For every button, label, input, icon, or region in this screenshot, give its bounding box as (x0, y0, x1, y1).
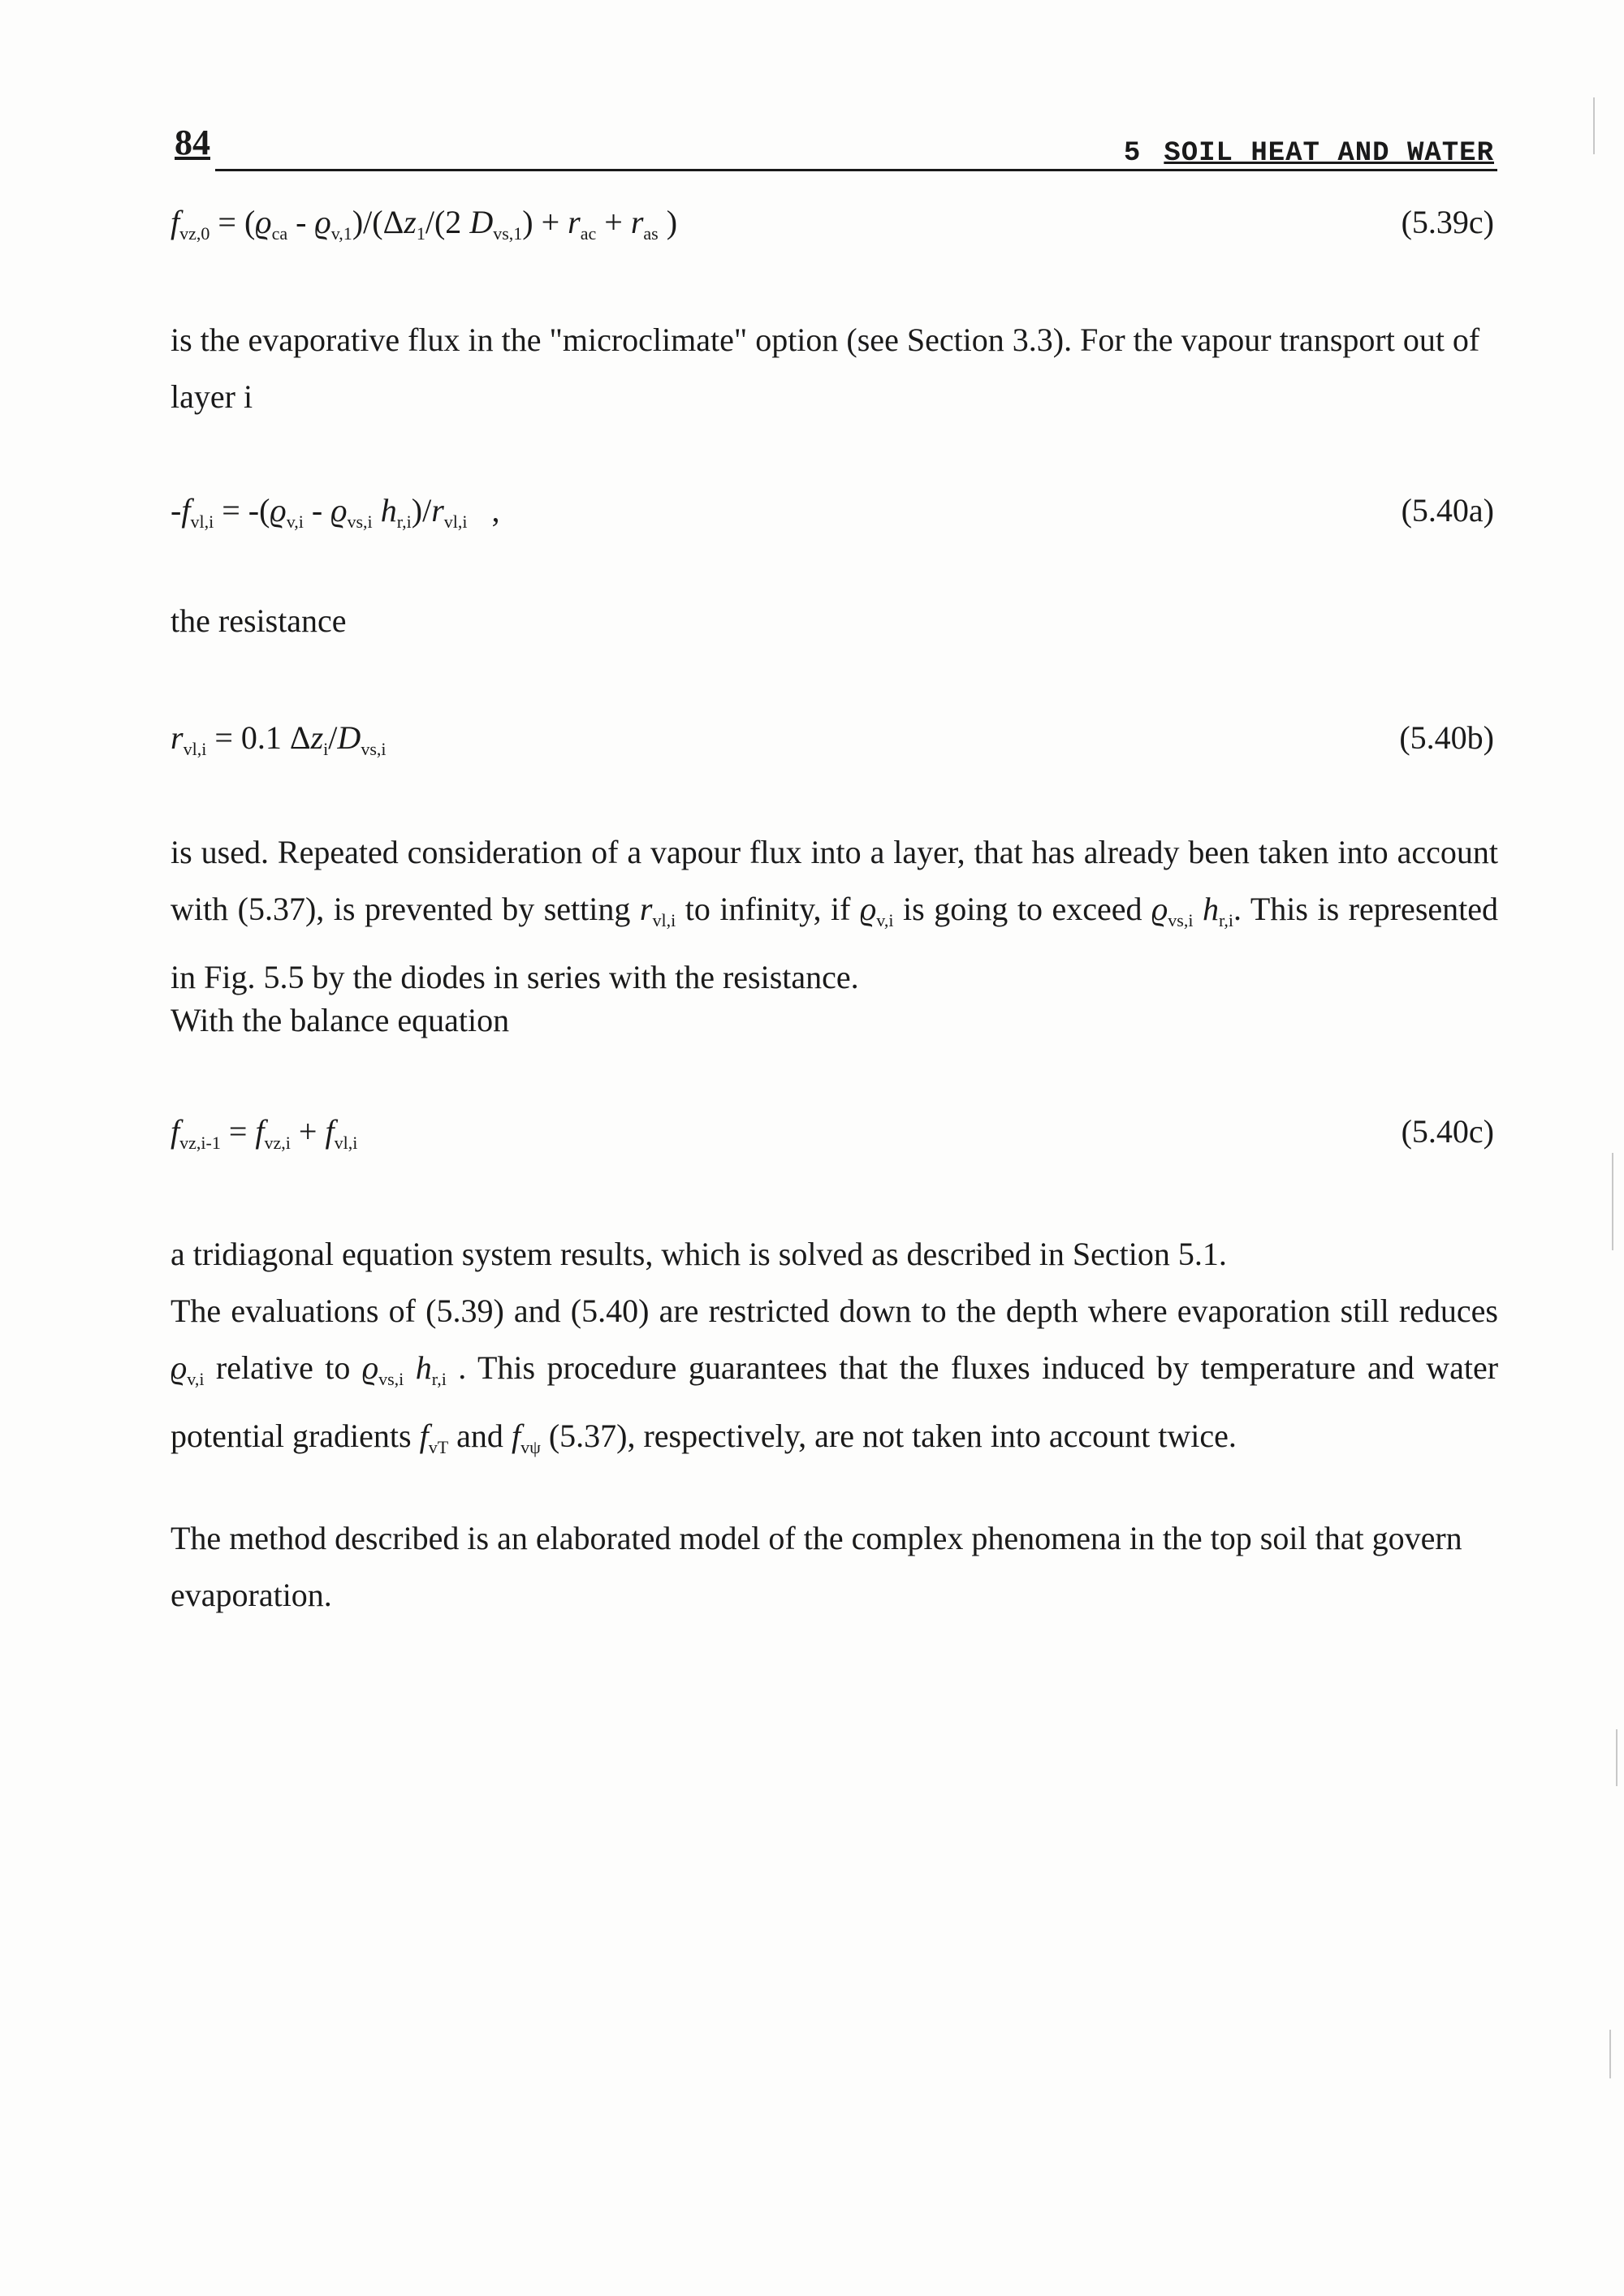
paragraph-text: to infinity, if (685, 891, 851, 927)
paragraph: is the evaporative flux in the "microclimate" option (see Section 3.3). For the vapour transport out of layer i (171, 322, 1480, 415)
page-number: 84 (175, 123, 210, 162)
paragraph: The method described is an elaborated model of the complex phenomena in the top soil that govern evaporation. (171, 1520, 1462, 1613)
paragraph-text: . This is represented in Fig. 5.5 by the diodes in series with the resistance. (171, 891, 1498, 995)
chapter-title: SOIL HEAT AND WATER (1164, 138, 1494, 169)
equation-number: (5.40b) (1399, 719, 1494, 756)
equation-5-40c (171, 1112, 1494, 1161)
equation-number: (5.40c) (1401, 1113, 1494, 1150)
paragraph-text: and (456, 1418, 503, 1454)
scan-artifact (1593, 97, 1595, 154)
scan-artifact (1612, 1153, 1613, 1250)
paragraph-text: The evaluations of (5.39) and (5.40) are restricted down to the depth where evaporation still reduces (171, 1293, 1498, 1329)
scan-artifact (1616, 1729, 1618, 1786)
paragraph-text: relative to (215, 1349, 351, 1386)
equation-body: $r_{vl,i} = 0.1$ $\Delta z_i/D_{vs,i}$ (171, 719, 387, 759)
paragraph-text: . This procedure guarantees that the fluxes induced by temperature and water potential gradients (171, 1349, 1499, 1454)
header-rule (215, 169, 1497, 171)
equation-5-39c (171, 203, 1494, 252)
paragraph-text: (5.37), respectively, are not taken into account twice. (548, 1418, 1237, 1454)
paragraph: is used. Repeated consideration of a vapour flux into a layer, that has already been taken into account with (5.37), is prevented by setting $r_{vl,i}$ to infinity, if $ϱ_{v,i}$ is going to exceed $ϱ_{vs,i}$ $h_{r,i}$. This is represented in Fig. 5.5 by the diodes in series with the resistance. (171, 834, 1498, 995)
equation-5-40b (171, 719, 1494, 767)
equation-body: $-f_{vl,i} = -(ϱ_{v,i} - ϱ_{vs,i}$ $h_{r,i})/r_{vl,i}$ , (171, 492, 500, 532)
equation-body: $f_{vz,i-1} = f_{vz,i} + f_{vl,i}$ (171, 1113, 358, 1153)
scan-artifact (1609, 2030, 1611, 2078)
equation-5-40a (171, 491, 1494, 540)
paragraph: The evaluations of (5.39) and (5.40) are restricted down to the depth where evaporation still reduces $ϱ_{v,i}$ relative to $ϱ_{vs,i}$ $h_{r,i}$ . This procedure guarantees that the fluxes induced by temperature and water potential gradients $f_{vT}$ and $f_{v\psi}$ (5.37), respectively, are not taken into account twice. (171, 1293, 1499, 1457)
paragraph-text: is going to exceed (903, 891, 1142, 927)
equation-number: (5.39c) (1401, 204, 1494, 240)
equation-number: (5.40a) (1401, 492, 1494, 529)
paragraph: a tridiagonal equation system results, which is solved as described in Section 5.1. (171, 1236, 1227, 1272)
paragraph-text: is used. Repeated consideration of a vapour flux into a layer, that has already been taken into account with (5.37), is prevented by setting (171, 834, 1498, 927)
chapter-number: 5 (1123, 138, 1142, 169)
paragraph: With the balance equation (171, 1002, 510, 1038)
paragraph: the resistance (171, 602, 347, 639)
equation-body: $f_{vz,0} = (ϱ_{ca} - ϱ_{v,1})/(\Delta z_1/(2$ $D_{vs,1}) + r_{ac} + r_{as}$ ) (171, 204, 678, 244)
running-header (1124, 138, 1494, 169)
